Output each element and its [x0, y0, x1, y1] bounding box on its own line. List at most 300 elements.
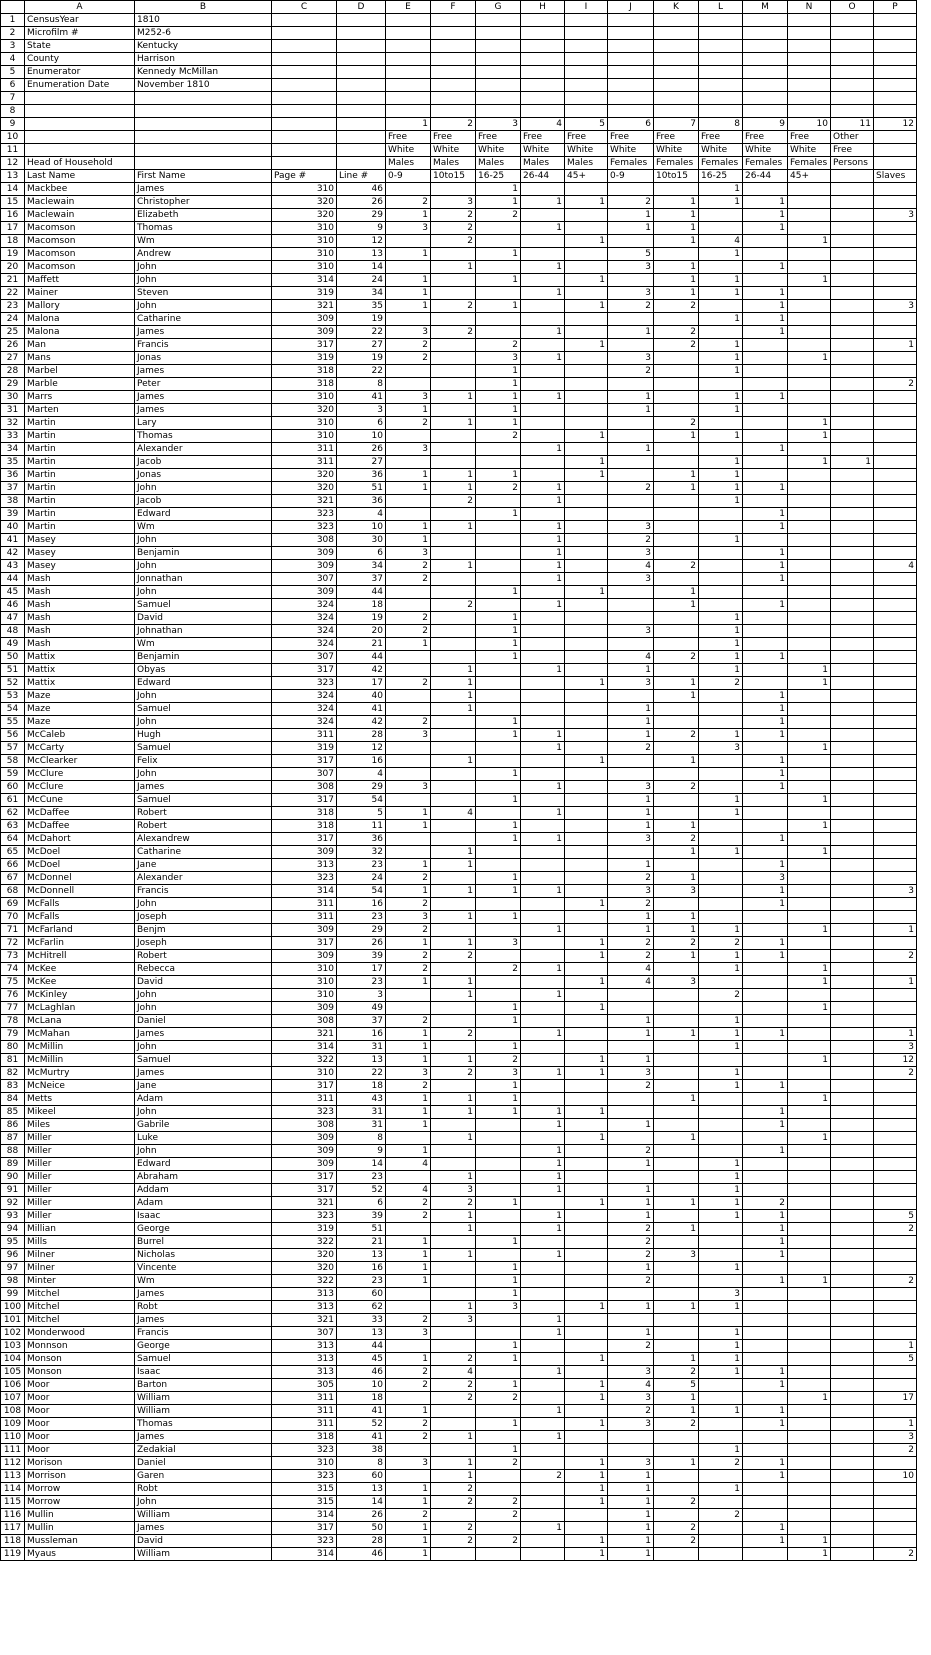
sheet-cell[interactable] [476, 1366, 521, 1379]
sheet-cell[interactable] [431, 1119, 476, 1132]
sheet-cell[interactable] [565, 27, 608, 40]
row-number[interactable]: 3 [1, 40, 25, 53]
sheet-cell[interactable]: 323 [272, 1470, 337, 1483]
sheet-cell[interactable] [431, 1262, 476, 1275]
sheet-cell[interactable]: 50 [337, 1522, 386, 1535]
sheet-cell[interactable] [831, 664, 874, 677]
sheet-cell[interactable]: 1 [565, 1301, 608, 1314]
sheet-cell[interactable] [831, 651, 874, 664]
sheet-cell[interactable]: Monson [25, 1353, 135, 1366]
sheet-cell[interactable] [788, 612, 831, 625]
sheet-cell[interactable]: 1 [476, 378, 521, 391]
row-number[interactable]: 31 [1, 404, 25, 417]
sheet-cell[interactable] [788, 248, 831, 261]
sheet-cell[interactable] [788, 404, 831, 417]
sheet-cell[interactable]: 30 [337, 534, 386, 547]
sheet-cell[interactable] [743, 963, 788, 976]
sheet-cell[interactable]: McMurtry [25, 1067, 135, 1080]
sheet-cell[interactable]: 1 [608, 1028, 654, 1041]
sheet-cell[interactable]: 2 [386, 625, 431, 638]
sheet-cell[interactable]: 1 [743, 781, 788, 794]
sheet-cell[interactable]: Andrew [135, 248, 272, 261]
sheet-cell[interactable]: 1 [386, 1054, 431, 1067]
sheet-cell[interactable]: 1 [788, 742, 831, 755]
sheet-cell[interactable]: 2 [874, 1067, 917, 1080]
sheet-cell[interactable]: 1 [476, 1106, 521, 1119]
sheet-cell[interactable] [743, 1093, 788, 1106]
sheet-cell[interactable] [272, 14, 337, 27]
sheet-cell[interactable] [874, 1080, 917, 1093]
sheet-cell[interactable]: 5 [654, 1379, 699, 1392]
sheet-cell[interactable]: 14 [337, 261, 386, 274]
row-number[interactable]: 41 [1, 534, 25, 547]
sheet-cell[interactable]: Samuel [135, 1054, 272, 1067]
sheet-cell[interactable] [654, 612, 699, 625]
sheet-cell[interactable] [788, 92, 831, 105]
sheet-cell[interactable] [788, 14, 831, 27]
sheet-cell[interactable] [788, 521, 831, 534]
row-number[interactable]: 39 [1, 508, 25, 521]
sheet-cell[interactable] [476, 53, 521, 66]
sheet-cell[interactable] [476, 677, 521, 690]
sheet-cell[interactable]: 322 [272, 1054, 337, 1067]
sheet-cell[interactable] [699, 781, 743, 794]
sheet-cell[interactable]: 3 [386, 1327, 431, 1340]
sheet-cell[interactable] [874, 989, 917, 1002]
sheet-cell[interactable]: Miller [25, 1197, 135, 1210]
sheet-cell[interactable]: 44 [337, 586, 386, 599]
sheet-cell[interactable] [874, 794, 917, 807]
sheet-cell[interactable]: 1 [565, 1132, 608, 1145]
sheet-cell[interactable]: Mitchel [25, 1288, 135, 1301]
sheet-cell[interactable]: 2 [874, 950, 917, 963]
sheet-cell[interactable]: Mash [25, 573, 135, 586]
sheet-cell[interactable]: 2 [654, 417, 699, 430]
sheet-cell[interactable]: 1 [476, 872, 521, 885]
sheet-cell[interactable] [831, 1015, 874, 1028]
sheet-cell[interactable] [608, 378, 654, 391]
row-number[interactable]: 102 [1, 1327, 25, 1340]
sheet-cell[interactable] [831, 326, 874, 339]
sheet-cell[interactable]: 1 [476, 638, 521, 651]
sheet-cell[interactable]: Benjamin [135, 547, 272, 560]
sheet-cell[interactable]: Martin [25, 469, 135, 482]
sheet-cell[interactable]: 36 [337, 469, 386, 482]
sheet-cell[interactable]: 31 [337, 1041, 386, 1054]
sheet-cell[interactable]: 27 [337, 456, 386, 469]
sheet-cell[interactable] [874, 1015, 917, 1028]
sheet-cell[interactable] [874, 1236, 917, 1249]
row-number[interactable]: 117 [1, 1522, 25, 1535]
sheet-cell[interactable]: 1 [699, 469, 743, 482]
sheet-cell[interactable] [874, 1366, 917, 1379]
sheet-cell[interactable]: 2 [431, 222, 476, 235]
sheet-cell[interactable] [743, 1184, 788, 1197]
sheet-cell[interactable]: 2 [874, 1223, 917, 1236]
sheet-cell[interactable] [831, 1236, 874, 1249]
sheet-cell[interactable] [874, 261, 917, 274]
sheet-cell[interactable] [788, 1080, 831, 1093]
sheet-cell[interactable]: 1 [386, 1249, 431, 1262]
sheet-cell[interactable] [788, 768, 831, 781]
sheet-cell[interactable]: 10 [337, 1379, 386, 1392]
sheet-cell[interactable]: 2 [608, 1249, 654, 1262]
sheet-cell[interactable] [654, 1470, 699, 1483]
sheet-cell[interactable] [874, 521, 917, 534]
sheet-cell[interactable]: 1 [608, 404, 654, 417]
sheet-cell[interactable] [699, 1496, 743, 1509]
sheet-cell[interactable]: 1 [788, 1535, 831, 1548]
sheet-cell[interactable]: 318 [272, 820, 337, 833]
sheet-cell[interactable]: 307 [272, 768, 337, 781]
sheet-cell[interactable]: 2 [654, 729, 699, 742]
sheet-cell[interactable]: Miller [25, 1210, 135, 1223]
sheet-cell[interactable] [831, 404, 874, 417]
sheet-cell[interactable]: 309 [272, 560, 337, 573]
sheet-cell[interactable]: 21 [337, 1236, 386, 1249]
sheet-cell[interactable]: Mackbee [25, 183, 135, 196]
sheet-cell[interactable]: 2 [431, 1522, 476, 1535]
sheet-cell[interactable]: 1 [521, 1249, 565, 1262]
row-number[interactable]: 13 [1, 170, 25, 183]
sheet-cell[interactable] [874, 911, 917, 924]
sheet-cell[interactable]: 1 [386, 118, 431, 131]
sheet-cell[interactable]: Moor [25, 1379, 135, 1392]
sheet-cell[interactable]: Garen [135, 1470, 272, 1483]
sheet-cell[interactable]: 3 [608, 1457, 654, 1470]
sheet-cell[interactable] [743, 469, 788, 482]
sheet-cell[interactable]: 3 [476, 937, 521, 950]
sheet-cell[interactable]: Samuel [135, 742, 272, 755]
sheet-cell[interactable]: 2 [699, 937, 743, 950]
sheet-cell[interactable]: 2 [476, 339, 521, 352]
sheet-cell[interactable]: 22 [337, 1067, 386, 1080]
sheet-cell[interactable] [788, 989, 831, 1002]
sheet-cell[interactable] [386, 183, 431, 196]
sheet-cell[interactable] [521, 1340, 565, 1353]
sheet-cell[interactable] [476, 27, 521, 40]
sheet-cell[interactable]: 4 [431, 1366, 476, 1379]
sheet-cell[interactable]: 2 [431, 300, 476, 313]
sheet-cell[interactable]: 1 [699, 339, 743, 352]
sheet-cell[interactable] [654, 404, 699, 417]
sheet-cell[interactable]: 4 [608, 1379, 654, 1392]
sheet-cell[interactable] [874, 534, 917, 547]
sheet-cell[interactable]: 1 [431, 911, 476, 924]
sheet-cell[interactable]: 1 [608, 859, 654, 872]
sheet-cell[interactable]: 1 [699, 1158, 743, 1171]
sheet-cell[interactable] [831, 898, 874, 911]
sheet-cell[interactable]: 1 [386, 1145, 431, 1158]
sheet-cell[interactable]: 1 [699, 1041, 743, 1054]
sheet-cell[interactable] [874, 131, 917, 144]
sheet-cell[interactable]: Robt [135, 1483, 272, 1496]
sheet-cell[interactable] [831, 170, 874, 183]
sheet-cell[interactable] [654, 1288, 699, 1301]
sheet-cell[interactable]: McCarty [25, 742, 135, 755]
sheet-cell[interactable] [565, 833, 608, 846]
sheet-cell[interactable]: 1 [521, 1327, 565, 1340]
sheet-cell[interactable] [831, 794, 874, 807]
sheet-cell[interactable]: 322 [272, 1236, 337, 1249]
sheet-cell[interactable] [874, 781, 917, 794]
sheet-cell[interactable]: 1 [608, 1301, 654, 1314]
sheet-cell[interactable] [743, 105, 788, 118]
sheet-cell[interactable] [743, 248, 788, 261]
sheet-cell[interactable] [521, 1015, 565, 1028]
sheet-cell[interactable]: 2 [654, 560, 699, 573]
sheet-cell[interactable]: 1 [743, 300, 788, 313]
sheet-cell[interactable]: 1 [431, 1132, 476, 1145]
sheet-cell[interactable]: McFarland [25, 924, 135, 937]
sheet-cell[interactable] [654, 14, 699, 27]
sheet-cell[interactable]: Marbel [25, 365, 135, 378]
sheet-cell[interactable] [874, 872, 917, 885]
sheet-cell[interactable]: 310 [272, 1067, 337, 1080]
sheet-cell[interactable]: 1 [788, 1548, 831, 1561]
sheet-cell[interactable] [788, 1028, 831, 1041]
sheet-cell[interactable] [743, 378, 788, 391]
sheet-cell[interactable]: Benjm [135, 924, 272, 937]
sheet-cell[interactable]: 311 [272, 1405, 337, 1418]
sheet-cell[interactable]: 12 [874, 118, 917, 131]
sheet-cell[interactable] [337, 157, 386, 170]
sheet-cell[interactable]: 311 [272, 1093, 337, 1106]
sheet-cell[interactable] [654, 183, 699, 196]
sheet-cell[interactable]: 1 [476, 716, 521, 729]
sheet-cell[interactable]: 1 [788, 846, 831, 859]
sheet-cell[interactable] [386, 1444, 431, 1457]
sheet-cell[interactable]: 2 [386, 1314, 431, 1327]
row-number[interactable]: 27 [1, 352, 25, 365]
sheet-cell[interactable] [788, 560, 831, 573]
sheet-cell[interactable]: 309 [272, 326, 337, 339]
sheet-cell[interactable]: 1 [608, 729, 654, 742]
sheet-cell[interactable] [608, 27, 654, 40]
row-number[interactable]: 11 [1, 144, 25, 157]
sheet-cell[interactable]: 1 [476, 1093, 521, 1106]
sheet-cell[interactable] [608, 1132, 654, 1145]
sheet-cell[interactable] [874, 326, 917, 339]
sheet-cell[interactable] [788, 1431, 831, 1444]
sheet-cell[interactable]: 1 [654, 690, 699, 703]
sheet-cell[interactable] [831, 1392, 874, 1405]
sheet-cell[interactable]: 1 [521, 1223, 565, 1236]
row-number[interactable]: 103 [1, 1340, 25, 1353]
sheet-cell[interactable]: James [135, 404, 272, 417]
sheet-cell[interactable]: 2 [699, 989, 743, 1002]
sheet-cell[interactable] [431, 248, 476, 261]
sheet-cell[interactable]: 1 [386, 248, 431, 261]
sheet-cell[interactable] [608, 612, 654, 625]
sheet-cell[interactable] [699, 755, 743, 768]
sheet-cell[interactable]: 1 [654, 586, 699, 599]
sheet-cell[interactable] [654, 92, 699, 105]
sheet-cell[interactable] [874, 1379, 917, 1392]
sheet-cell[interactable]: 2 [476, 1496, 521, 1509]
sheet-cell[interactable] [386, 1470, 431, 1483]
sheet-cell[interactable] [788, 807, 831, 820]
sheet-cell[interactable]: 20 [337, 625, 386, 638]
sheet-cell[interactable]: 1 [431, 755, 476, 768]
sheet-cell[interactable] [874, 1496, 917, 1509]
column-header-o[interactable]: O [831, 1, 874, 14]
sheet-cell[interactable]: John [135, 716, 272, 729]
row-number[interactable]: 6 [1, 79, 25, 92]
sheet-cell[interactable]: 3 [608, 573, 654, 586]
sheet-cell[interactable]: 1 [699, 1483, 743, 1496]
sheet-cell[interactable] [476, 1210, 521, 1223]
sheet-cell[interactable]: 1 [476, 1418, 521, 1431]
sheet-cell[interactable] [654, 703, 699, 716]
sheet-cell[interactable]: 3 [608, 1067, 654, 1080]
corner-cell[interactable] [1, 1, 25, 14]
sheet-cell[interactable]: 13 [337, 1483, 386, 1496]
sheet-cell[interactable]: 1 [699, 1340, 743, 1353]
sheet-cell[interactable]: 1 [699, 365, 743, 378]
sheet-cell[interactable] [874, 313, 917, 326]
sheet-cell[interactable]: 1 [788, 456, 831, 469]
sheet-cell[interactable]: Francis [135, 339, 272, 352]
sheet-cell[interactable]: 1 [654, 1197, 699, 1210]
sheet-cell[interactable]: 1 [431, 1457, 476, 1470]
sheet-cell[interactable]: 1 [654, 872, 699, 885]
sheet-cell[interactable]: Males [431, 157, 476, 170]
sheet-cell[interactable] [565, 313, 608, 326]
row-number[interactable]: 81 [1, 1054, 25, 1067]
sheet-cell[interactable]: 309 [272, 1132, 337, 1145]
sheet-cell[interactable]: Males [476, 157, 521, 170]
sheet-cell[interactable]: McLana [25, 1015, 135, 1028]
sheet-cell[interactable] [788, 1340, 831, 1353]
sheet-cell[interactable] [699, 326, 743, 339]
sheet-cell[interactable] [831, 1067, 874, 1080]
sheet-cell[interactable] [788, 1353, 831, 1366]
sheet-cell[interactable]: McLaghlan [25, 1002, 135, 1015]
sheet-cell[interactable]: 1 [743, 833, 788, 846]
sheet-cell[interactable] [743, 807, 788, 820]
sheet-cell[interactable]: Mattix [25, 651, 135, 664]
row-number[interactable]: 69 [1, 898, 25, 911]
sheet-cell[interactable] [386, 378, 431, 391]
row-number[interactable]: 66 [1, 859, 25, 872]
sheet-cell[interactable] [874, 248, 917, 261]
sheet-cell[interactable] [788, 1145, 831, 1158]
sheet-cell[interactable]: Free [386, 131, 431, 144]
sheet-cell[interactable]: 2 [476, 209, 521, 222]
sheet-cell[interactable]: November 1810 [135, 79, 272, 92]
sheet-cell[interactable]: 1 [521, 326, 565, 339]
sheet-cell[interactable]: 1 [521, 989, 565, 1002]
sheet-cell[interactable]: 1 [521, 924, 565, 937]
sheet-cell[interactable] [743, 40, 788, 53]
sheet-cell[interactable] [521, 1262, 565, 1275]
sheet-cell[interactable]: 1 [699, 274, 743, 287]
sheet-cell[interactable]: 2 [743, 1197, 788, 1210]
sheet-cell[interactable] [565, 521, 608, 534]
sheet-cell[interactable] [788, 196, 831, 209]
sheet-cell[interactable]: John [135, 300, 272, 313]
sheet-cell[interactable]: Miller [25, 1132, 135, 1145]
sheet-cell[interactable]: 3 [608, 833, 654, 846]
sheet-cell[interactable]: 3 [386, 547, 431, 560]
sheet-cell[interactable] [831, 729, 874, 742]
sheet-cell[interactable]: 1 [743, 521, 788, 534]
sheet-cell[interactable]: 24 [337, 274, 386, 287]
sheet-cell[interactable] [788, 1041, 831, 1054]
sheet-cell[interactable]: 1 [431, 1470, 476, 1483]
sheet-cell[interactable] [565, 183, 608, 196]
sheet-cell[interactable]: 1 [476, 1197, 521, 1210]
sheet-cell[interactable] [699, 1145, 743, 1158]
sheet-cell[interactable] [874, 404, 917, 417]
sheet-cell[interactable]: 51 [337, 1223, 386, 1236]
sheet-cell[interactable] [521, 378, 565, 391]
sheet-cell[interactable] [788, 183, 831, 196]
sheet-cell[interactable] [699, 508, 743, 521]
sheet-cell[interactable]: 1 [654, 755, 699, 768]
sheet-cell[interactable] [788, 1327, 831, 1340]
sheet-cell[interactable] [565, 404, 608, 417]
sheet-cell[interactable]: Miller [25, 1171, 135, 1184]
sheet-cell[interactable]: 3 [608, 352, 654, 365]
sheet-cell[interactable]: Malona [25, 313, 135, 326]
sheet-cell[interactable] [476, 989, 521, 1002]
sheet-cell[interactable]: 1 [788, 963, 831, 976]
sheet-cell[interactable] [743, 14, 788, 27]
sheet-cell[interactable]: 37 [337, 573, 386, 586]
sheet-cell[interactable]: David [135, 1535, 272, 1548]
sheet-cell[interactable]: 5 [874, 1353, 917, 1366]
sheet-cell[interactable]: McClure [25, 768, 135, 781]
sheet-cell[interactable]: Moor [25, 1418, 135, 1431]
sheet-cell[interactable]: 18 [337, 1392, 386, 1405]
sheet-cell[interactable]: 2 [654, 651, 699, 664]
sheet-cell[interactable]: Milner [25, 1262, 135, 1275]
sheet-cell[interactable] [476, 222, 521, 235]
sheet-cell[interactable] [565, 924, 608, 937]
sheet-cell[interactable] [743, 456, 788, 469]
sheet-cell[interactable] [788, 599, 831, 612]
sheet-cell[interactable] [788, 885, 831, 898]
row-number[interactable]: 74 [1, 963, 25, 976]
sheet-cell[interactable] [431, 547, 476, 560]
sheet-cell[interactable]: 1 [699, 1171, 743, 1184]
sheet-cell[interactable] [431, 105, 476, 118]
sheet-cell[interactable]: 1 [788, 1093, 831, 1106]
row-number[interactable]: 29 [1, 378, 25, 391]
sheet-cell[interactable] [874, 1093, 917, 1106]
sheet-cell[interactable]: 1 [476, 820, 521, 833]
sheet-cell[interactable]: 1 [565, 1535, 608, 1548]
sheet-cell[interactable]: 1 [788, 1275, 831, 1288]
sheet-cell[interactable]: George [135, 1340, 272, 1353]
sheet-cell[interactable]: 310 [272, 989, 337, 1002]
row-number[interactable]: 87 [1, 1132, 25, 1145]
sheet-cell[interactable] [521, 1535, 565, 1548]
sheet-cell[interactable]: Samuel [135, 1353, 272, 1366]
sheet-cell[interactable] [386, 261, 431, 274]
column-header-l[interactable]: L [699, 1, 743, 14]
sheet-cell[interactable] [788, 1522, 831, 1535]
sheet-cell[interactable] [386, 846, 431, 859]
sheet-cell[interactable] [743, 664, 788, 677]
sheet-cell[interactable] [788, 287, 831, 300]
sheet-cell[interactable]: 3 [608, 885, 654, 898]
sheet-cell[interactable]: Marrs [25, 391, 135, 404]
row-number[interactable]: 92 [1, 1197, 25, 1210]
sheet-cell[interactable] [874, 1301, 917, 1314]
